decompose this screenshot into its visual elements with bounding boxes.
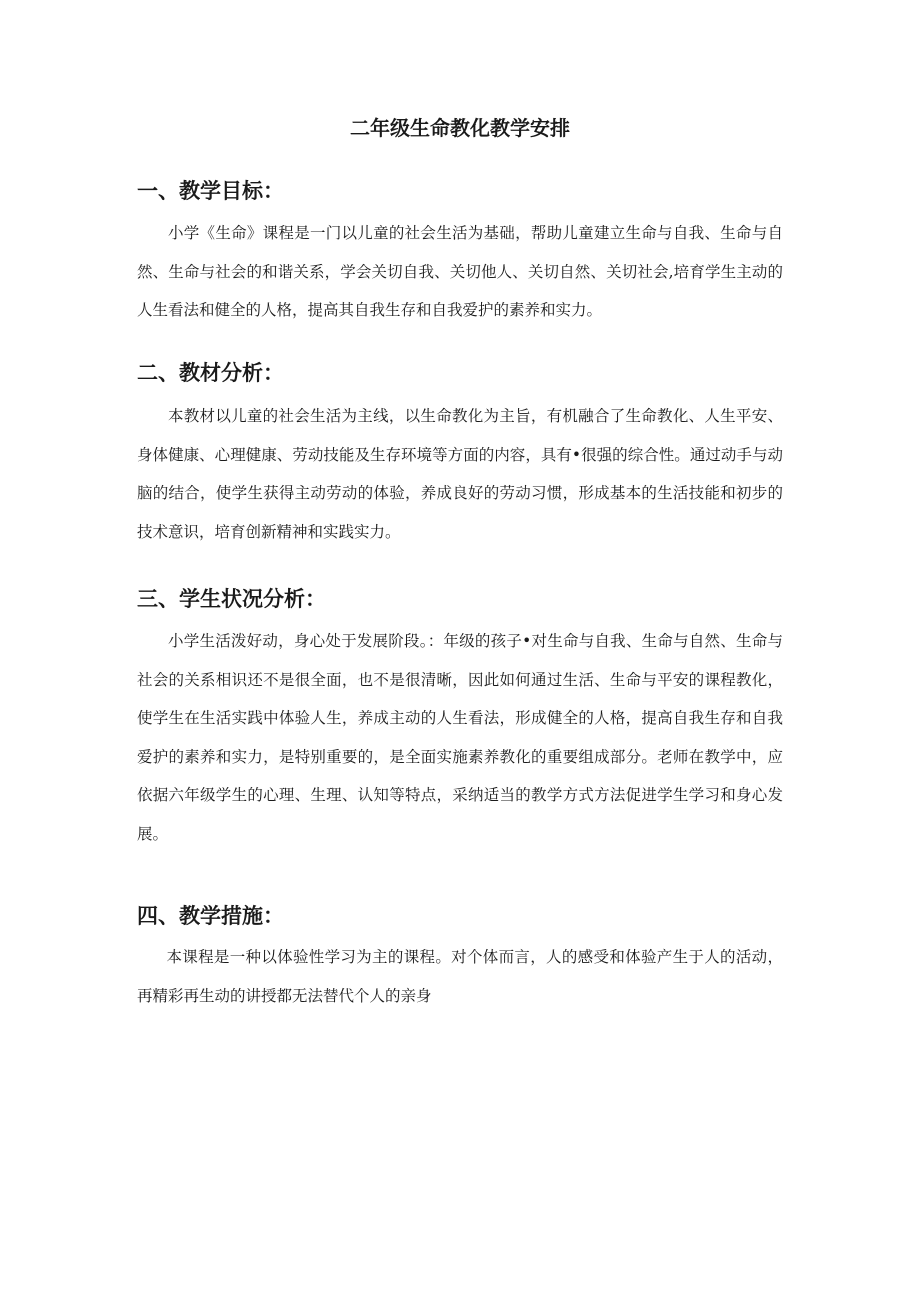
section-heading-material-analysis: 二、教材分析： <box>137 361 284 385</box>
page-title: 二年级生命教化教学安排 <box>350 116 570 140</box>
section-heading-teaching-measures: 四、教学措施： <box>137 904 284 928</box>
section-body-material-analysis: 本教材以儿童的社会生活为主线，以生命教化为主旨，有机融合了生命教化、人生平安、身体健康、心理健康、劳动技能及生存环境等方面的内容，具有•很强的综合性。通过动手与动脑的结合，使学生获得主动劳动的体验，养成良好的劳动习惯，形成基本的生活技能和初步的技术意识，培育创新精神和实践实力。 <box>137 407 783 541</box>
section-body-teaching-goals: 小学《生命》课程是一门以儿童的社会生活为基础，帮助儿童建立生命与自我、生命与自然、生命与社会的和谐关系，学会关切自我、关切他人、关切自然、关切社会,培育学生主动的人生看法和健全的人格，提高其自我生存和自我爱护的素养和实力。 <box>137 224 783 319</box>
section-body-teaching-measures: 本课程是一种以体验性学习为主的课程。对个体而言，人的感受和体验产生于人的活动，再精彩再生动的讲授都无法替代个人的亲身 <box>137 948 783 1005</box>
section-heading-student-analysis: 三、学生状况分析： <box>137 587 326 611</box>
section-heading-teaching-goals: 一、教学目标： <box>137 179 284 203</box>
section-body-student-analysis: 小学生活泼好动，身心处于发展阶段。：年级的孩子•对生命与自我、生命与自然、生命与社会的关系相识还不是很全面，也不是很清晰，因此如何通过生活、生命与平安的课程教化，使学生在生活实践中体验人生，养成主动的人生看法，形成健全的人格，提高自我生存和自我爱护的素养和实力，是特别重要的，是全面实施素养教化的重要组成部分。老师在教学中，应依据六年级学生的心理、生理、认知等特点，采纳适当的教学方式方法促进学生学习和身心发展。 <box>137 632 783 843</box>
